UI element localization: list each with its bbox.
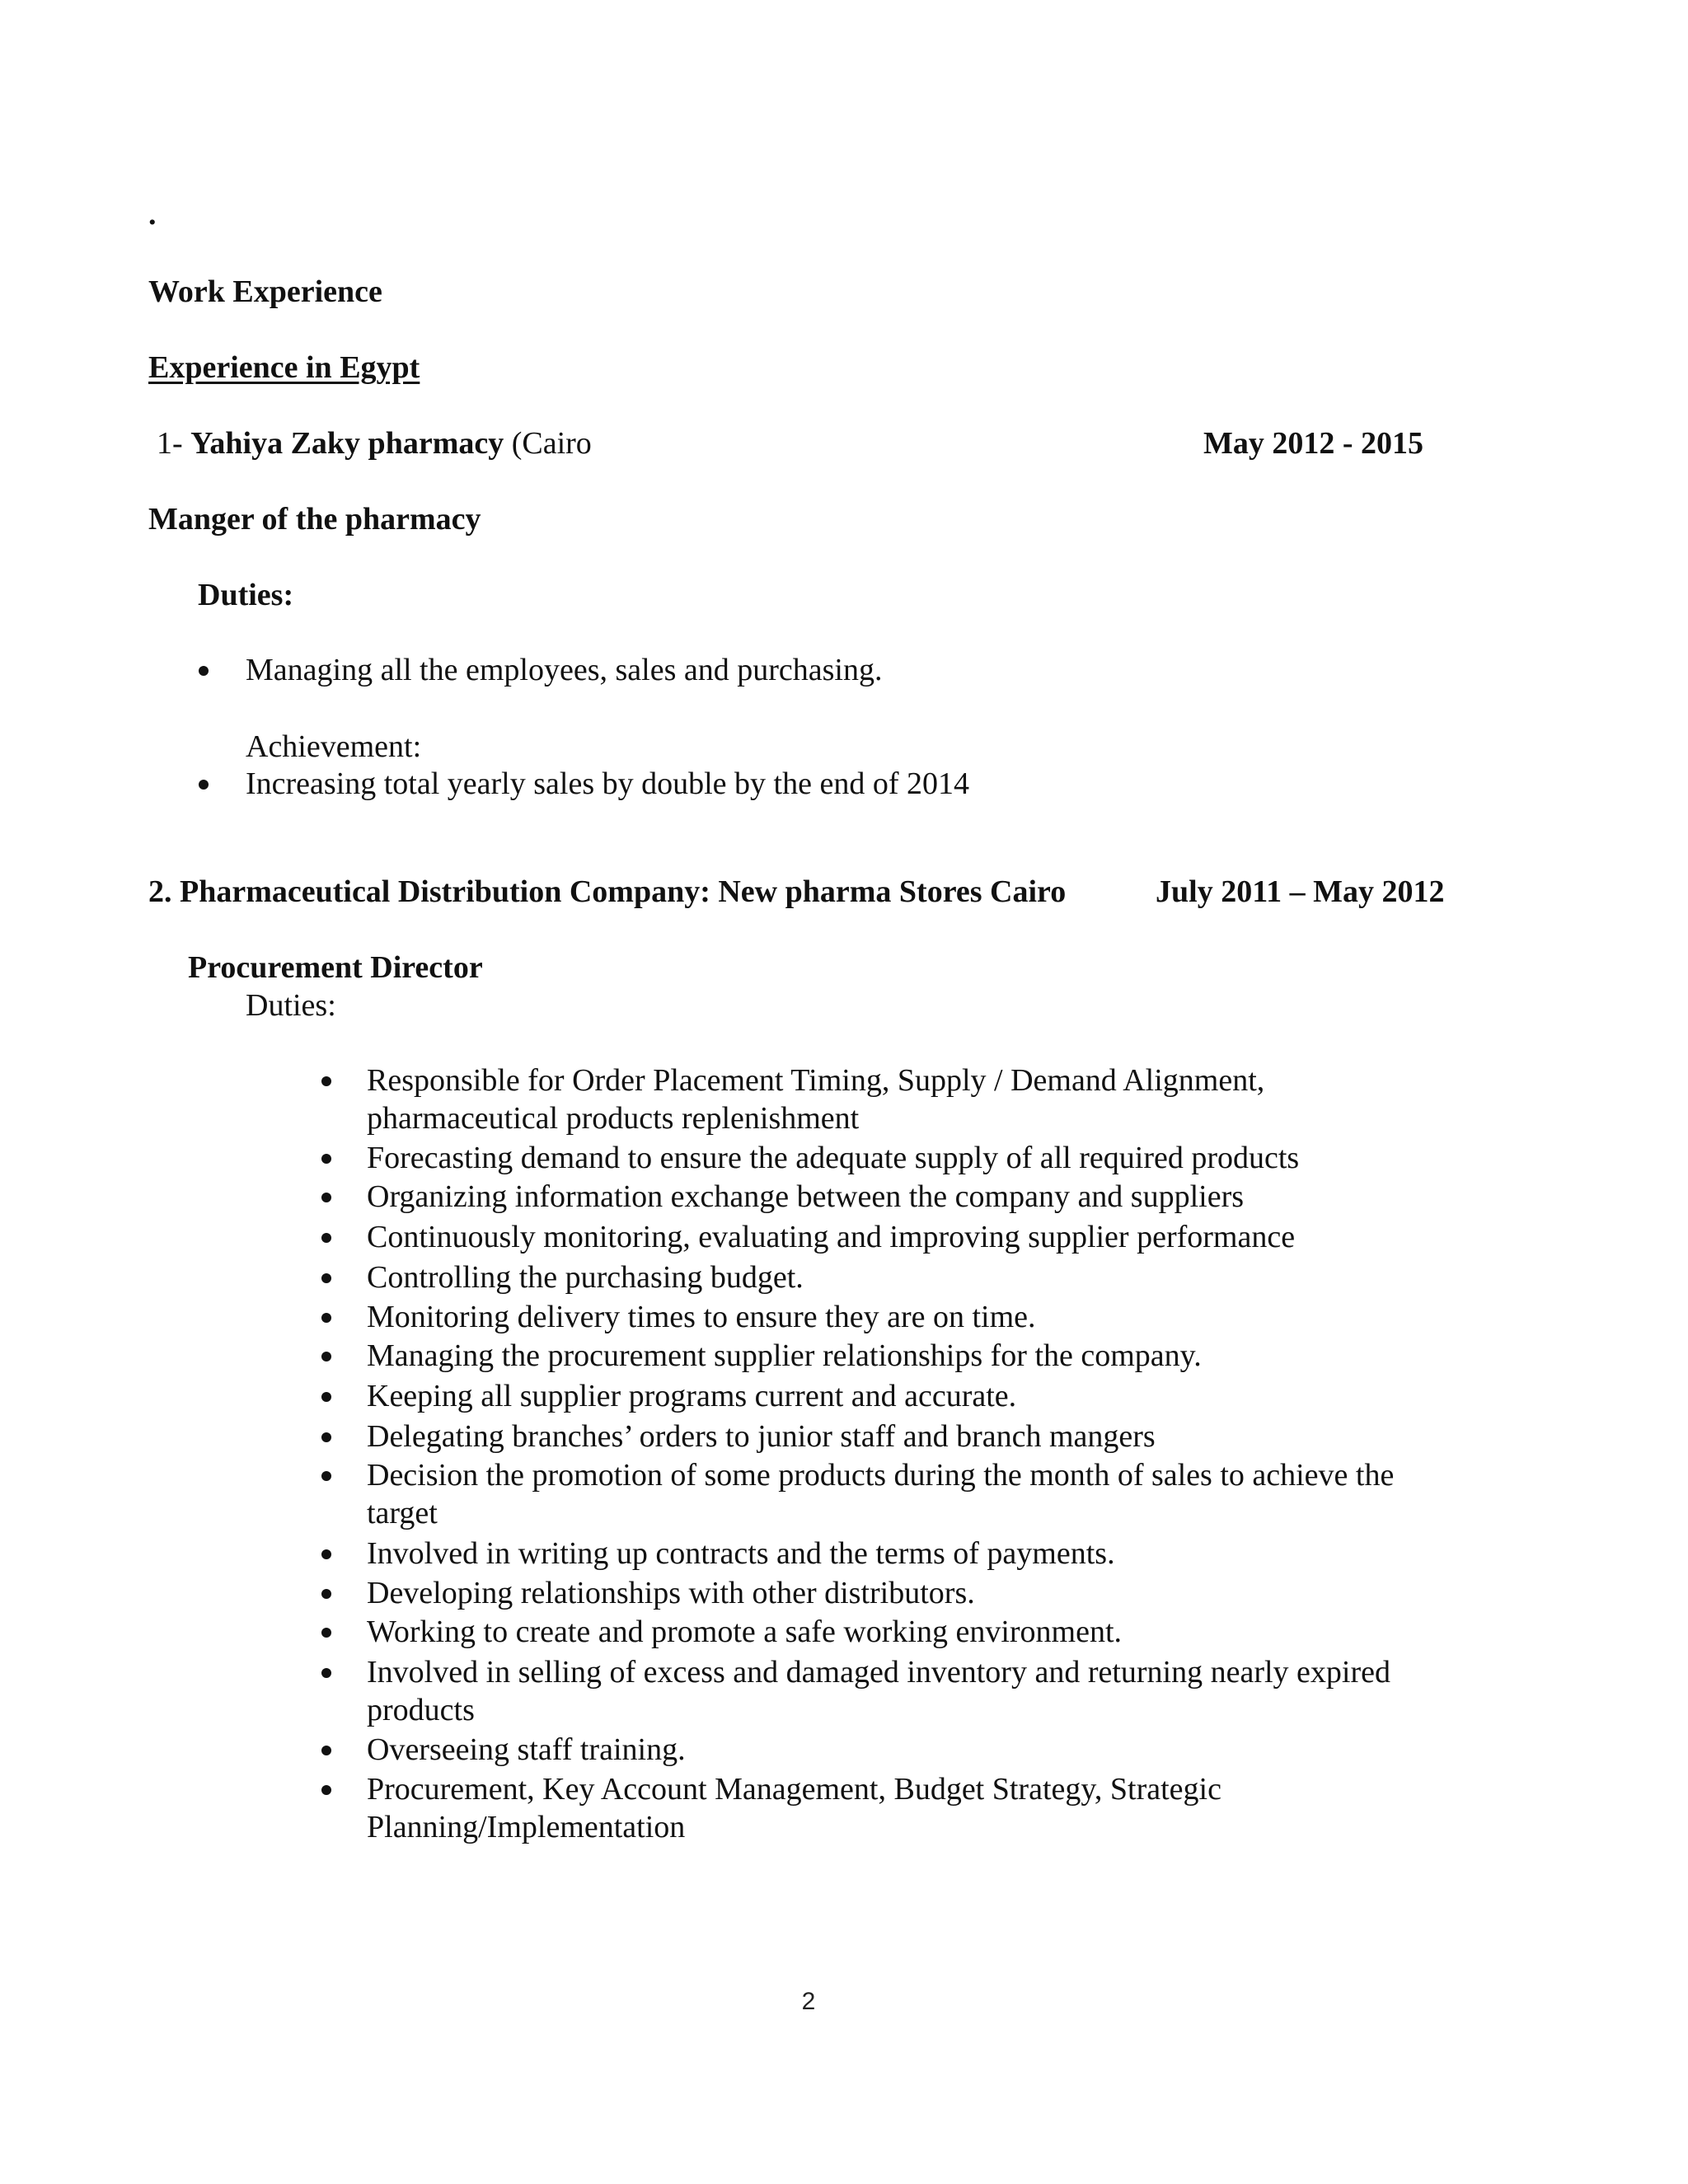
job1-role: Manger of the pharmacy [148,502,481,537]
duty-text: Working to create and promote a safe working environment. [367,1615,1123,1649]
duty-text: Organizing information exchange between the company and suppliers [367,1179,1245,1214]
bullet-icon [321,1628,331,1638]
bullet-icon [321,1193,331,1202]
job1-achievement-label: Achievement: [246,729,422,764]
duty-text-continued: Planning/Implementation [367,1810,686,1844]
job1-header [157,424,592,463]
job2-dates: July 2011 – May 2012 [1156,874,1445,909]
page-number: 2 [801,1988,816,2015]
duty-text: Continuously monitoring, evaluating and improving supplier performance [367,1220,1296,1254]
bullet-icon [321,1471,331,1481]
job1-achievement-text: Increasing total yearly sales by double by the end of 2014 [246,766,969,801]
duty-text-continued: target [367,1496,438,1530]
bullet-icon [321,1273,331,1283]
job1-location: (Cairo [511,426,592,461]
bullet-icon [321,1589,331,1599]
duty-text: Monitoring delivery times to ensure they are on time. [367,1300,1036,1334]
job1-duty-text: Managing all the employees, sales and purchasing. [246,653,883,687]
duty-text: Keeping all supplier programs current and accurate. [367,1379,1017,1413]
duty-text: Decision the promotion of some products during the month of sales to achieve the [367,1458,1395,1493]
job2-heading: 2. Pharmaceutical Distribution Company: New pharma Stores Cairo [148,874,1067,909]
job1-employer: Yahiya Zaky pharmacy [190,426,504,461]
job1-number: 1- [157,426,183,461]
duty-text-continued: pharmaceutical products replenishment [367,1101,860,1136]
duty-text: Delegating branches’ orders to junior staff and branch mangers [367,1419,1156,1454]
bullet-icon [321,1076,331,1086]
bullet-icon [321,1392,331,1402]
duty-text: Overseeing staff training. [367,1732,686,1767]
duty-text: Forecasting demand to ensure the adequate supply of all required products [367,1141,1300,1175]
job2-role: Procurement Director [188,950,483,985]
duty-text: Involved in selling of excess and damaged inventory and returning nearly expired [367,1655,1390,1690]
bullet-icon [321,1785,331,1795]
subsection-title: Experience in Egypt [148,350,420,385]
section-title: Work Experience [148,274,382,309]
leading-dot: . [148,197,157,232]
duty-text-continued: products [367,1693,475,1727]
bullet-icon [321,1432,331,1442]
bullet-icon [321,1233,331,1243]
bullet-icon [199,666,209,676]
duty-text: Managing the procurement supplier relationships for the company. [367,1338,1202,1373]
job1-dates: May 2012 - 2015 [1203,426,1424,461]
duty-text: Responsible for Order Placement Timing, Supply / Demand Alignment, [367,1063,1265,1098]
bullet-icon [321,1313,331,1323]
bullet-icon [199,780,209,790]
duty-text: Developing relationships with other distributors. [367,1576,975,1610]
duty-text: Procurement, Key Account Management, Budget Strategy, Strategic [367,1772,1221,1807]
bullet-icon [321,1549,331,1559]
bullet-icon [321,1352,331,1361]
duty-text: Involved in writing up contracts and the terms of payments. [367,1536,1115,1571]
bullet-icon [321,1746,331,1755]
duty-text: Controlling the purchasing budget. [367,1260,804,1295]
bullet-icon [321,1668,331,1678]
job2-duties-label: Duties: [246,988,336,1023]
bullet-icon [321,1154,331,1164]
job1-duties-label: Duties: [198,578,294,612]
